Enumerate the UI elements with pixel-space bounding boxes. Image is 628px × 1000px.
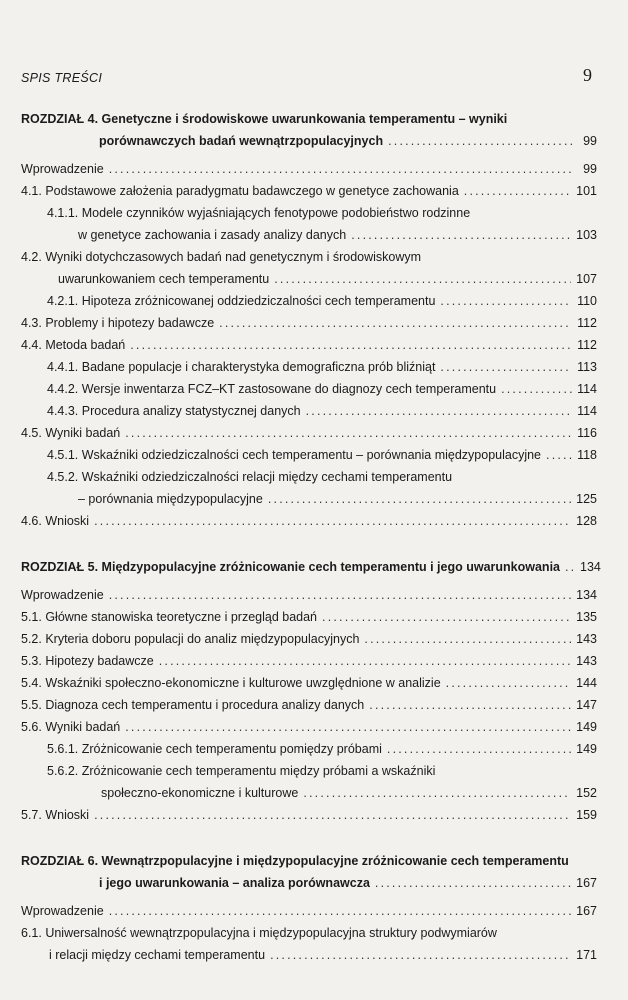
toc-entry-cont: uwarunkowaniem cech temperamentu ..... 107	[21, 268, 597, 290]
toc-entry: Wprowadzenie ..... 167	[21, 900, 597, 922]
chapter-6-title: ROZDZIAŁ 6. Wewnątrzpopulacyjne i międzypopulacyjne zróżnicowanie cech temperamentu	[21, 854, 569, 868]
toc-entry: 6.1. Uniwersalność wewnątrzpopulacyjna i międzypopulacyjna struktury podwymiarów	[21, 926, 497, 940]
toc-entry: Wprowadzenie ..... 134	[21, 584, 597, 606]
running-header-title: SPIS TREŚCI	[21, 71, 103, 85]
toc-entry: 4.4.1. Badane populacje i charakterystyka demograficzna prób bliźniąt ..... 113	[21, 356, 597, 378]
table-of-contents	[21, 108, 601, 966]
toc-entry-cont: – porównania międzypopulacyjne ..... 125	[21, 488, 597, 510]
toc-entry: 5.2. Kryteria doboru populacji do analiz międzypopulacyjnych ..... 143	[21, 628, 597, 650]
toc-entry: 4.1. Podstawowe założenia paradygmatu badawczego w genetyce zachowania ..... 101	[21, 180, 597, 202]
toc-entry: 4.5.1. Wskaźniki odziedziczalności cech temperamentu – porównania międzypopulacyjne ..... 118	[21, 444, 597, 466]
toc-entry: 4.3. Problemy i hipotezy badawcze ..... 112	[21, 312, 597, 334]
chapter-5-title: ROZDZIAŁ 5. Międzypopulacyjne zróżnicowanie cech temperamentu i jego uwarunkowania ..... 134	[21, 556, 597, 578]
toc-entry: 5.7. Wnioski ..... 159	[21, 804, 597, 826]
toc-entry: 4.4.3. Procedura analizy statystycznej danych ..... 114	[21, 400, 597, 422]
toc-entry: Wprowadzenie ..... 99	[21, 158, 597, 180]
toc-entry: 4.4. Metoda badań ..... 112	[21, 334, 597, 356]
toc-entry: 5.5. Diagnoza cech temperamentu i procedura analizy danych ..... 147	[21, 694, 597, 716]
toc-entry-cont: społeczno-ekonomiczne i kulturowe ..... 152	[21, 782, 597, 804]
toc-entry-cont: w genetyce zachowania i zasady analizy danych ..... 103	[21, 224, 597, 246]
toc-entry: 4.5. Wyniki badań ..... 116	[21, 422, 597, 444]
toc-entry: 5.3. Hipotezy badawcze ..... 143	[21, 650, 597, 672]
toc-entry: 5.6. Wyniki badań ..... 149	[21, 716, 597, 738]
toc-entry: 5.6.1. Zróżnicowanie cech temperamentu pomiędzy próbami ..... 149	[21, 738, 597, 760]
toc-entry: 5.1. Główne stanowiska teoretyczne i przegląd badań ..... 135	[21, 606, 597, 628]
chapter-4-title-cont: porównawczych badań wewnątrzpopulacyjnych ..... 99	[21, 130, 597, 152]
toc-entry: 4.1.1. Modele czynników wyjaśniających fenotypowe podobieństwo rodzinne	[47, 206, 471, 220]
toc-entry: 4.5.2. Wskaźniki odziedziczalności relacji między cechami temperamentu	[47, 470, 453, 484]
toc-entry: 5.6.2. Zróżnicowanie cech temperamentu między próbami a wskaźniki	[47, 764, 436, 778]
page-number: 9	[583, 65, 592, 85]
toc-entry-cont: i relacji między cechami temperamentu ..... 171	[21, 944, 597, 966]
toc-entry: 4.6. Wnioski ..... 128	[21, 510, 597, 532]
chapter-6-title-cont: i jego uwarunkowania – analiza porównawcza ..... 167	[21, 872, 597, 894]
toc-entry: 5.4. Wskaźniki społeczno-ekonomiczne i kulturowe uwzględnione w analizie ..... 144	[21, 672, 597, 694]
toc-entry: 4.2. Wyniki dotychczasowych badań nad genetycznym i środowiskowym	[21, 250, 422, 264]
chapter-4-title: ROZDZIAŁ 4. Genetyczne i środowiskowe uwarunkowania temperamentu – wyniki	[21, 112, 508, 126]
toc-entry: 4.4.2. Wersje inwentarza FCZ–KT zastosowane do diagnozy cech temperamentu ..... 114	[21, 378, 597, 400]
toc-entry: 4.2.1. Hipoteza zróżnicowanej oddziedziczalności cech temperamentu ..... 110	[21, 290, 597, 312]
